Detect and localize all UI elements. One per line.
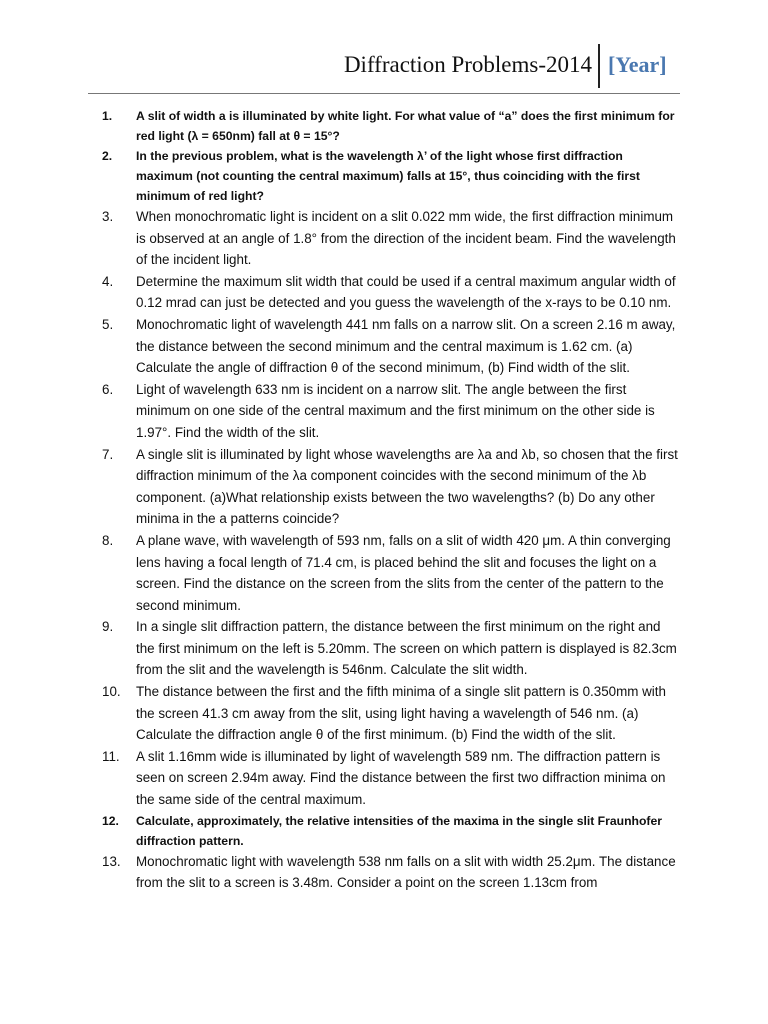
problem-item — [102, 206, 682, 271]
problem-item — [102, 746, 682, 811]
problem-text: Determine the maximum slit width that could be used if a central maximum angular width of 0.12 mrad can just be detected and you guess the wavelength of the x-rays to be 0.10 nm. — [136, 273, 676, 311]
problem-text: When monochromatic light is incident on a slit 0.022 mm wide, the first diffraction minimum is observed at an angle of 1.8° from the direction of the incident beam. Find the wavelength of the incident light. — [136, 209, 676, 268]
problem-item — [102, 530, 682, 616]
problem-item — [102, 106, 682, 146]
problem-item — [102, 146, 682, 206]
problem-text: Light of wavelength 633 nm is incident on a narrow slit. The angle between the first minimum on one side of the central maximum and the first minimum on the other side is 1.97°. Find the width of the slit. — [136, 381, 655, 440]
year-placeholder: [Year] — [608, 52, 667, 77]
problem-number: 2. — [102, 149, 113, 163]
problem-text: Monochromatic light with wavelength 538 nm falls on a slit with width 25.2μm. The distance from the slit to a screen is 3.48m. Consider a point on the screen 1.13cm from — [136, 853, 676, 891]
problem-item — [102, 271, 682, 314]
problem-text: Calculate, approximately, the relative intensities of the maxima in the single slit Fraunhofer diffraction pattern. — [136, 813, 663, 848]
page-title: Diffraction Problems-2014 — [343, 52, 592, 77]
problem-item — [102, 851, 682, 894]
problem-text: The distance between the first and the fifth minima of a single slit pattern is 0.350mm with the screen 41.3 cm away from the slit, using light having a wavelength of 546 nm. (a) Calculate the diffraction angle θ of the first minimum. (b) Find the width of the slit. — [136, 684, 666, 743]
header-rule — [88, 93, 680, 94]
problem-text: Monochromatic light of wavelength 441 nm falls on a narrow slit. On a screen 2.16 m away, the distance between the second minimum and the central maximum is 1.62 cm. (a) Calculate the angle of diffraction θ of the second minimum, (b) Find width of the slit. — [136, 316, 676, 376]
problem-text: A slit 1.16mm wide is illuminated by light of wavelength 589 nm. The diffraction pattern is seen on screen 2.94m away. Find the distance between the first two diffraction minima on the same side of the central maximum. — [136, 748, 666, 808]
problem-number: 7. — [102, 446, 114, 462]
problem-number: 12. — [102, 813, 119, 828]
problem-number: 10. — [102, 684, 121, 700]
problem-text: A single slit is illuminated by light whose wavelengths are λa and λb, so chosen that the first diffraction minimum of the λa component coincides with the second minimum of the λb component. (a)What relationship exists between the two wavelengths? (b) Do any other minima in the a patterns coincide? — [136, 446, 678, 527]
problem-number: 6. — [102, 381, 114, 397]
problem-item — [102, 616, 682, 681]
problem-item — [102, 681, 682, 746]
problem-text: A plane wave, with wavelength of 593 nm, falls on a slit of width 420 μm. A thin converging lens having a focal length of 71.4 cm, is placed behind the slit and focuses the light on a screen. Find the distance on the screen from the slits from the center of the pattern to the second minimum. — [136, 532, 671, 613]
problem-text: In the previous problem, what is the wavelength λ’ of the light whose first diffraction maximum (not counting the central maximum) falls at 15°, thus coinciding with the first minimum of red light? — [136, 149, 640, 203]
problem-number: 8. — [102, 532, 114, 548]
problem-number: 4. — [102, 273, 114, 289]
problem-text: In a single slit diffraction pattern, the distance between the first minimum on the right and the first minimum on the left is 5.20mm. The screen on which pattern is displayed is 82.3cm from the slit and the wavelength is 546nm. Calculate the slit width. — [136, 619, 677, 678]
problem-item — [102, 444, 682, 530]
problem-number: 13. — [102, 853, 121, 869]
header-divider — [598, 44, 600, 88]
problem-item — [102, 314, 682, 379]
page-header — [0, 44, 768, 88]
problem-number: 1. — [102, 109, 113, 123]
problem-number: 3. — [102, 209, 114, 224]
problem-number: 11. — [102, 748, 120, 764]
problem-item — [102, 811, 682, 851]
problem-number: 5. — [102, 316, 114, 332]
problem-list — [102, 106, 682, 894]
problem-number: 9. — [102, 619, 114, 635]
problem-text: A slit of width a is illuminated by white light. For what value of “a” does the first minimum for red light (λ = 650nm) fall at θ = 15°? — [136, 109, 675, 143]
problem-item — [102, 379, 682, 444]
